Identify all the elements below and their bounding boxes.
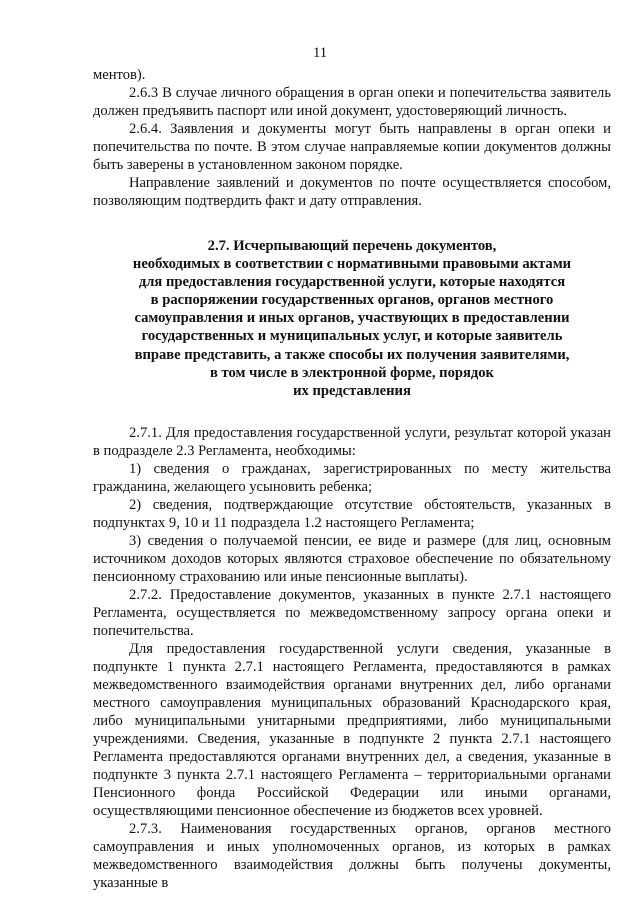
heading-line: для предоставления государственной услуги, которые находятся [138,274,566,291]
heading-line: вправе представить, а также способы их получения заявителями, [134,346,570,363]
heading-line: 2.7. Исчерпывающий перечень документов, [207,238,497,254]
paragraph-postal-direction: Направление заявлений и документов по почте осуществляется способом, позволяющим подтвердить факт и дату отправления. [93,175,611,209]
paragraph-2-7-2: 2.7.2. Предоставление документов, указанных в пункте 2.7.1 настоящего Регламента, осуществляется по межведомственному запросу органа опеки и попечительства. [93,586,611,639]
paragraph-2-7-3: 2.7.3. Наименования государственных органов, органов местного самоуправления и иных уполномоченных органов, из которых в рамках межведомственного взаимодействия должны быть получены документы, указанные в [93,820,611,891]
paragraph-2-6-4: 2.6.4. Заявления и документы могут быть направлены в орган опеки и попечительства по почте. В этом случае направляемые копии документов должны быть заверены в установленном законом порядке. [93,121,611,173]
list-item-1: 1) сведения о гражданах, зарегистрированных по месту жительства гражданина, желающего усыновить ребенка; [93,460,611,495]
heading-line: необходимых в соответствии с нормативными правовыми актами [132,256,572,273]
document-body [93,66,611,892]
list-item-3: 3) сведения о получаемой пенсии, ее виде и размере (для лиц, основным источником доходов которых являются страховое обеспечение по обязательному пенсионному страхованию или иные пенсионные выплаты). [93,532,611,585]
heading-line: государственных и муниципальных услуг, и которые заявитель [141,328,563,345]
list-item-2: 2) сведения, подтверждающие отсутствие обстоятельств, указанных в подпунктах 9, 10 и 11 подраздела 1.2 настоящего Регламента; [93,496,611,531]
paragraph-2-7-1: 2.7.1. Для предоставления государственной услуги, результат которой указан в подразделе 2.3 Регламента, необходимы: [93,424,611,459]
heading-line: в том числе в электронной форме, порядок [210,364,494,381]
section-heading-2-7 [93,237,611,400]
heading-line: самоуправления и иных органов, участвующих в предоставлении [134,310,570,327]
paragraph-info-sources: Для предоставления государственной услуги сведения, указанные в подпункте 1 пункта 2.7.1 настоящего Регламента, предоставляются в рамках межведомственного взаимодействия органами внутренних дел, либо органами местного самоуправления муниципальных образований Краснодарского края, либо муниципальными унитарными предприятиями, либо муниципальными учреждениями. Сведения, указанные в подпункте 2 пункта 2.7.1 настоящего Регламента предоставляются органами внутренних дел, а сведения, указанные в подпункте 3 пункта 2.7.1 настоящего Регламента – территориальными органами Пенсионного фонда Российской Федерации или иными органами, осуществляющими пенсионное обеспечение из бюджетов всех уровней. [93,640,611,819]
paragraph-continuation: ментов). [93,67,146,83]
paragraph-2-6-3: 2.6.3 В случае личного обращения в орган опеки и попечительства заявитель должен предъявить паспорт или иной документ, удостоверяющий личность. [93,85,611,119]
heading-line: в распоряжении государственных органов, органов местного [150,292,554,309]
page-number: 11 [312,45,328,61]
heading-line: их представления [293,382,411,399]
